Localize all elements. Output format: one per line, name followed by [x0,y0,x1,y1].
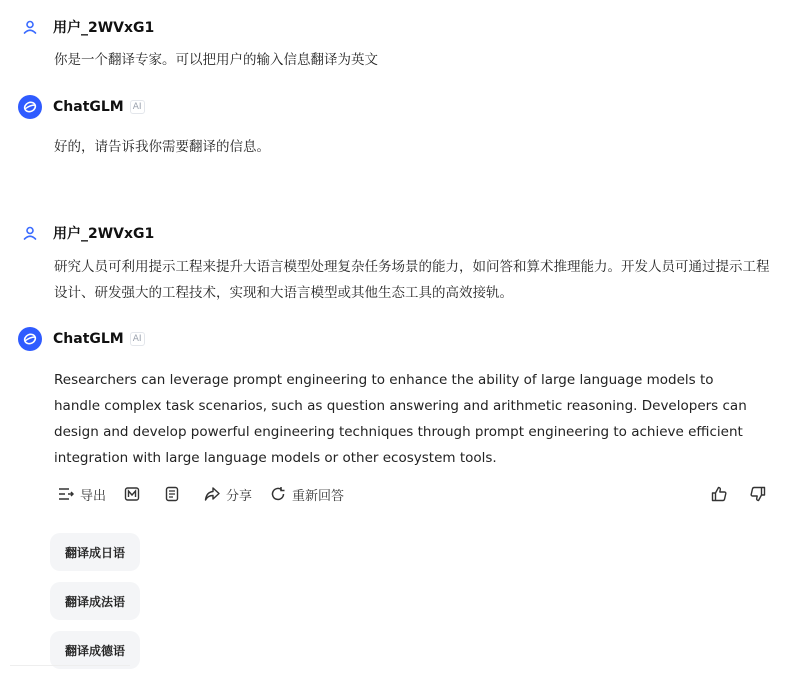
chatglm-avatar [18,327,42,351]
regenerate-button[interactable] [270,485,344,504]
refresh-icon [270,486,286,502]
suggestion-chip[interactable]: 翻译成日语 [50,533,140,571]
suggestion-chip[interactable]: 翻译成法语 [50,582,140,620]
user-name: 用户_2WVxG1 [53,20,155,36]
thumbs-down-icon [750,486,766,502]
message-header [18,95,145,119]
export-label: 导出 [80,488,107,504]
user-icon [22,19,38,35]
share-label: 分享 [226,488,253,504]
user-avatar [18,15,42,39]
message-header [18,221,154,245]
message-header [18,15,154,39]
share-icon [204,486,220,502]
user-avatar [18,221,42,245]
ai-badge: AI [130,332,145,346]
dislike-button[interactable] [750,482,766,506]
message-header [18,327,145,351]
message-text: 你是一个翻译专家。可以把用户的输入信息翻译为英文 [54,52,378,68]
copy-button[interactable] [164,486,186,502]
divider [10,665,130,666]
user-name: 用户_2WVxG1 [53,226,155,242]
chatglm-logo-icon [22,331,38,347]
markdown-button[interactable] [124,486,146,502]
message-text: 好的，请告诉我你需要翻译的信息。 [54,139,270,155]
message-text: Researchers can leverage prompt engineering to enhance the ability of large language models to handle complex task scenarios, such as question answering and arithmetic reasoning. Developers can design and develop powerful engineering techniques through prompt engineering to achieve efficient integration with large language models or other ecosystem tools. [54,372,747,466]
suggestion-chip[interactable]: 翻译成德语 [50,631,140,669]
like-button[interactable] [711,482,727,506]
regenerate-label: 重新回答 [292,488,345,504]
user-icon [22,225,38,241]
ai-badge: AI [130,100,145,114]
copy-icon [164,486,180,502]
export-button[interactable] [58,485,106,504]
markdown-icon [124,486,140,502]
ai-name: ChatGLM [53,99,124,115]
message-toolbar [58,482,768,506]
share-button[interactable] [204,485,252,504]
ai-name: ChatGLM [53,331,124,347]
message-text: 研究人员可利用提示工程来提升大语言模型处理复杂任务场景的能力，如问答和算术推理能力。开发人员可通过提示工程设计、研发强大的工程技术，实现和大语言模型或其他生态工具的高效接轨。 [54,259,770,301]
chatglm-logo-icon [22,99,38,115]
export-icon [58,486,74,502]
chatglm-avatar [18,95,42,119]
thumbs-up-icon [711,486,727,502]
